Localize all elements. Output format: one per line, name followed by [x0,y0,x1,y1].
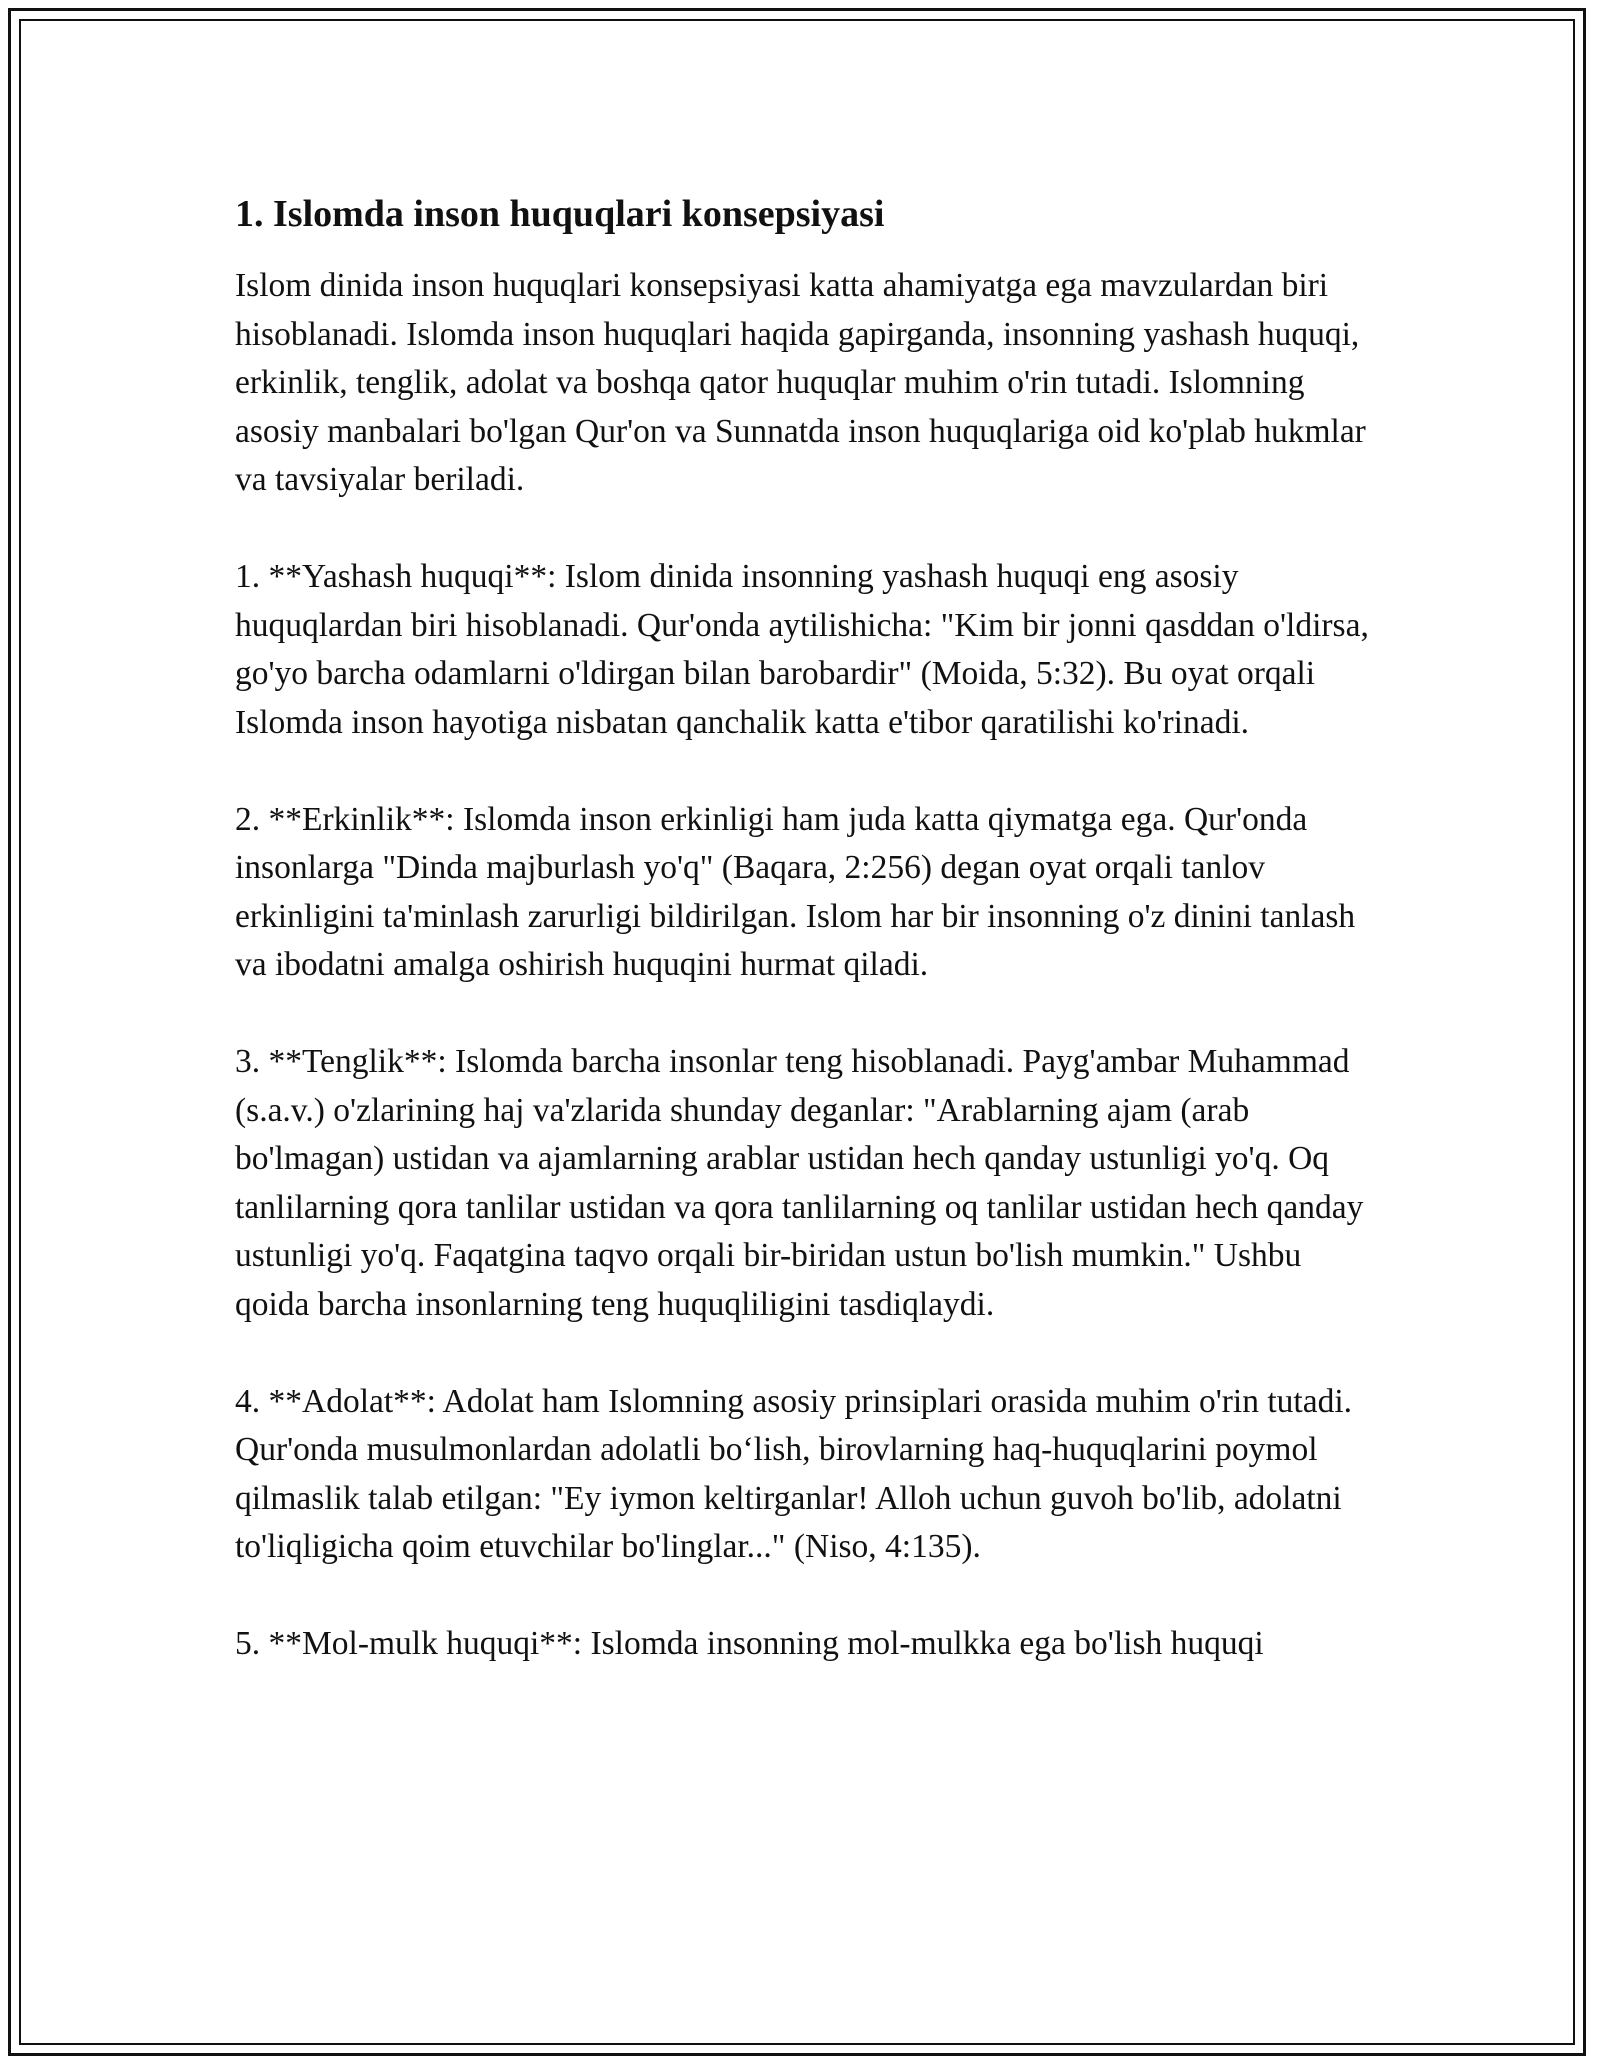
document-body [235,188,1375,1717]
paragraph-property-right: 5. **Mol-mulk huquqi**: Islomda insonning mol-mulkka ega bo'lish huquqi [235,1625,1264,1662]
paragraph-equality: 3. **Tenglik**: Islomda barcha insonlar teng hisoblanadi. Payg'ambar Muhammad (s.a.v.) o'zlarining haj va'zlarida shunday deganlar: "Arablarning ajam (arab bo'lmagan) ustidan va ajamlarning arablar ustidan hech qanday ustunligi yo'q. Oq tanlilarning qora tanlilar ustidan va qora tanlilarning oq tanlilar ustidan hech qanday ustunligi yo'q. Faqatgina taqvo orqali bir-biridan ustun bo'lish mumkin." Ushbu qoida barcha insonlarning teng huquqliligini tasdiqlaydi. [235,1043,1364,1323]
paragraph-freedom: 2. **Erkinlik**: Islomda inson erkinligi ham juda katta qiymatga ega. Qur'onda insonlarga "Dinda majburlash yo'q" (Baqara, 2:256) degan oyat orqali tanlov erkinligini ta'minlash zarurligi bildirilgan. Islom har bir insonning o'z dinini tanlash va ibodatni amalga oshirish huquqini hurmat qiladi. [235,800,1356,983]
paragraph-right-to-life: 1. **Yashash huquqi**: Islom dinida insonning yashash huquqi eng asosiy huquqlardan biri hisoblanadi. Qur'onda aytilishicha: "Kim bir jonni qasddan o'ldirsa, go'yo barcha odamlarni o'ldirgan bilan barobardir" (Moida, 5:32). Bu oyat orqali Islomda inson hayotiga nisbatan qanchalik katta e'tibor qaratilishi ko'rinadi. [235,558,1369,741]
intro-paragraph: Islom dinida inson huquqlari konsepsiyasi katta ahamiyatga ega mavzulardan biri hisoblanadi. Islomda inson huquqlari haqida gapirganda, insonning yashash huquqi, erkinlik, tenglik, adolat va boshqa qator huquqlar muhim o'rin tutadi. Islomning asosiy manbalari bo'lgan Qur'on va Sunnatda inson huquqlariga oid ko'plab hukmlar va tavsiyalar beriladi. [235,267,1366,498]
paragraph-justice: 4. **Adolat**: Adolat ham Islomning asosiy prinsiplari orasida muhim o'rin tutadi. Qur'onda musulmonlardan adolatli bo‘lish, birovlarning haq-huquqlarini poymol qilmaslik talab etilgan: "Ey iymon keltirganlar! Alloh uchun guvoh bo'lib, adolatni to'liqligicha qoim etuvchilar bo'linglar..." (Niso, 4:135). [235,1382,1352,1565]
section-heading: 1. Islomda inson huquqlari konsepsiyasi [235,193,885,235]
